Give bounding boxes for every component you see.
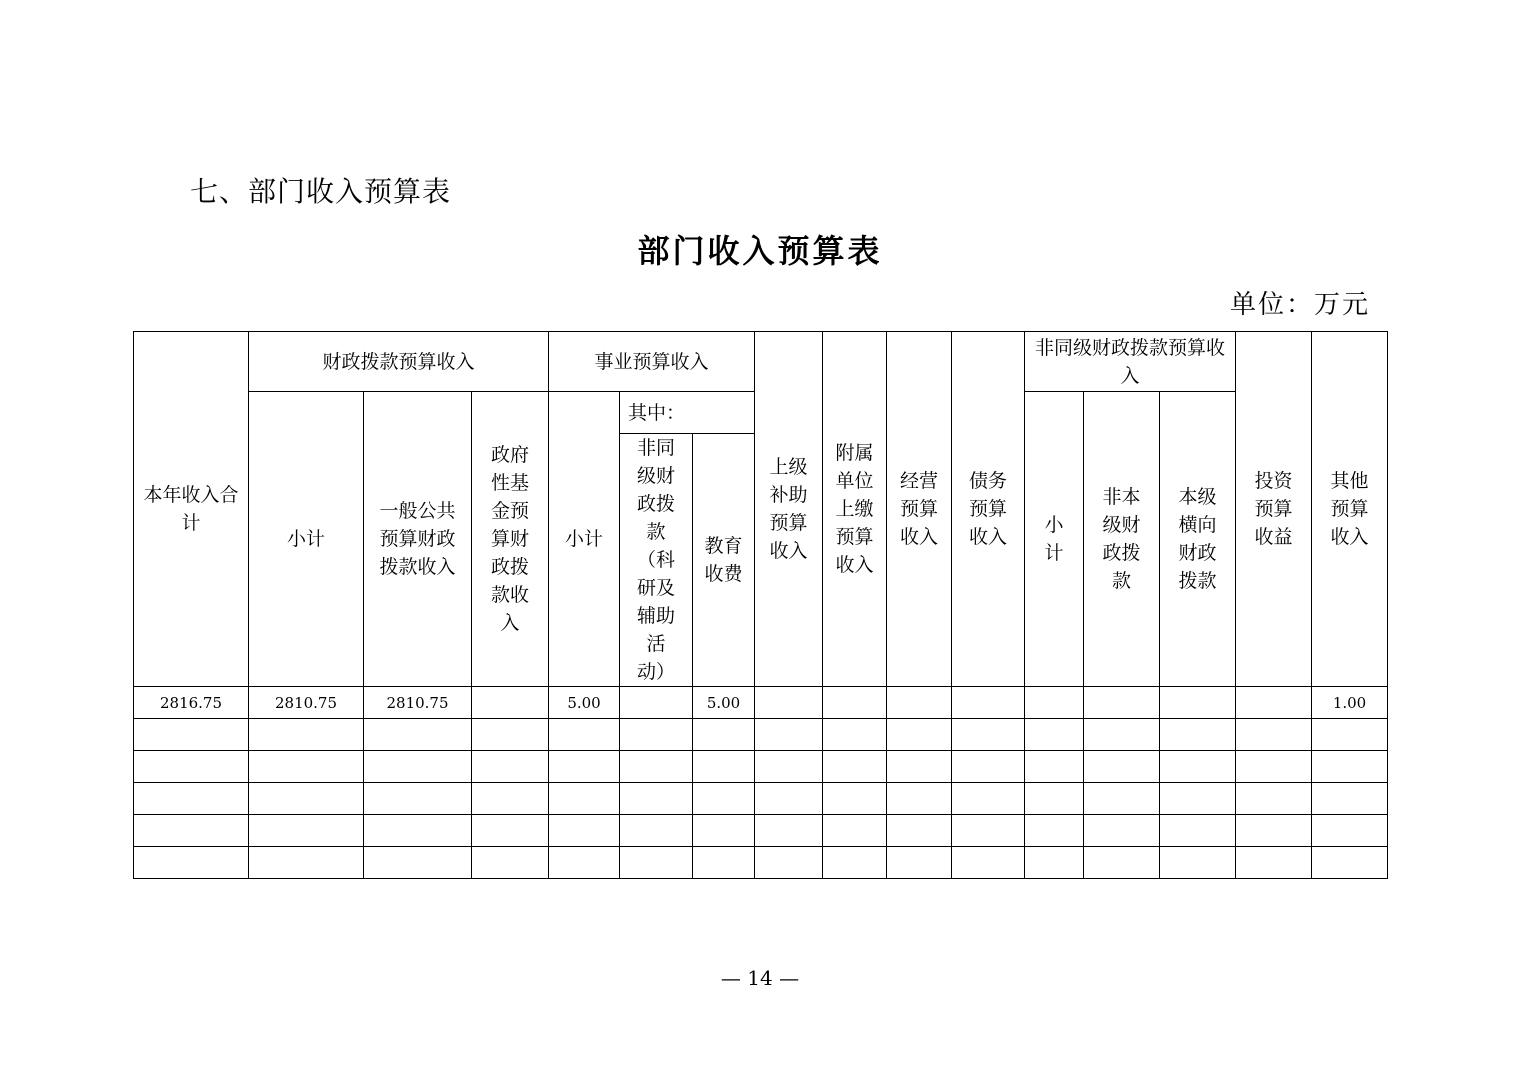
table-cell [1236, 815, 1312, 847]
table-cell [134, 783, 249, 815]
table-cell: 5.00 [693, 687, 755, 719]
table-cell: 5.00 [549, 687, 620, 719]
table-cell [134, 815, 249, 847]
table-cell [1312, 783, 1388, 815]
table-cell [887, 815, 952, 847]
table-cell: 2810.75 [249, 687, 364, 719]
table-cell [620, 847, 693, 879]
table-cell [1236, 719, 1312, 751]
table-cell [472, 719, 549, 751]
table-cell [1236, 847, 1312, 879]
table-row [134, 687, 1388, 719]
table-cell [472, 687, 549, 719]
table-cell [1160, 719, 1236, 751]
table-cell [134, 719, 249, 751]
header-fiscal-group: 财政拨款预算收入 [249, 332, 549, 392]
table-cell [549, 783, 620, 815]
header-nonsame-horizontal: 本级横向财政拨款 [1160, 392, 1236, 687]
table-cell [952, 815, 1025, 847]
header-other: 其他预算收入 [1312, 332, 1388, 687]
table-cell [887, 751, 952, 783]
header-nonsame-subtotal: 小计 [1025, 392, 1084, 687]
table-cell [1312, 815, 1388, 847]
table-cell [1084, 719, 1160, 751]
header-business-of-which: 其中： [620, 392, 755, 434]
table-cell [1236, 687, 1312, 719]
header-superior-subsidy: 上级补助预算收入 [755, 332, 823, 687]
section-title: 七、部门收入预算表 [190, 175, 452, 208]
table-cell [755, 751, 823, 783]
table-cell [1084, 783, 1160, 815]
table-cell [823, 751, 887, 783]
table-cell [134, 847, 249, 879]
table-cell [693, 783, 755, 815]
table-cell [823, 815, 887, 847]
table-cell [620, 815, 693, 847]
table-cell [693, 847, 755, 879]
header-business-group: 事业预算收入 [549, 332, 755, 392]
table-cell [549, 847, 620, 879]
table-row [134, 847, 1388, 879]
header-fiscal-general: 一般公共预算财政拨款收入 [364, 392, 472, 687]
header-affiliated-unit: 附属单位上缴预算收入 [823, 332, 887, 687]
table-cell [549, 719, 620, 751]
table-cell [1084, 847, 1160, 879]
budget-table [133, 331, 1388, 879]
table-cell [755, 719, 823, 751]
table-cell [364, 719, 472, 751]
table-title: 部门收入预算表 [637, 232, 883, 270]
table-cell [1025, 751, 1084, 783]
table-cell [755, 687, 823, 719]
table-cell [1236, 783, 1312, 815]
table-cell [755, 815, 823, 847]
table-row [134, 751, 1388, 783]
table-cell [364, 751, 472, 783]
header-fiscal-subtotal: 小计 [249, 392, 364, 687]
unit-label: 单位：万元 [1230, 290, 1371, 320]
table-cell [1025, 719, 1084, 751]
header-business-tuition: 教育收费 [693, 434, 755, 687]
table-cell [952, 719, 1025, 751]
table-cell [823, 719, 887, 751]
table-cell [472, 815, 549, 847]
header-fiscal-govfund: 政府性基金预算财政拨款收入 [472, 392, 549, 687]
table-cell [755, 847, 823, 879]
table-cell: 1.00 [1312, 687, 1388, 719]
table-cell [1160, 847, 1236, 879]
header-business-subtotal: 小计 [549, 392, 620, 687]
table-cell [472, 751, 549, 783]
table-cell [952, 751, 1025, 783]
table-cell: 2810.75 [364, 687, 472, 719]
table-cell [620, 751, 693, 783]
header-nonsame-other-level: 非本级财政拨款 [1084, 392, 1160, 687]
table-cell [249, 783, 364, 815]
table-cell [249, 847, 364, 879]
table-row [134, 783, 1388, 815]
table-cell [1312, 719, 1388, 751]
table-cell [1084, 687, 1160, 719]
table-cell [823, 847, 887, 879]
table-cell [887, 783, 952, 815]
page-number: — 14 — [720, 966, 800, 990]
table-cell [823, 687, 887, 719]
table-cell [887, 719, 952, 751]
table-cell [549, 815, 620, 847]
table-cell [693, 815, 755, 847]
table-cell [1236, 751, 1312, 783]
table-cell [1312, 847, 1388, 879]
header-operating: 经营预算收入 [887, 332, 952, 687]
table-cell [823, 783, 887, 815]
table-cell [620, 783, 693, 815]
table-cell [1025, 687, 1084, 719]
table-cell [549, 751, 620, 783]
table-cell [364, 815, 472, 847]
table-cell [472, 783, 549, 815]
table-cell [1160, 687, 1236, 719]
table-cell [1084, 815, 1160, 847]
table-cell: 2816.75 [134, 687, 249, 719]
table-cell [755, 783, 823, 815]
table-cell [952, 783, 1025, 815]
table-cell [887, 687, 952, 719]
table-cell [1025, 847, 1084, 879]
table-cell [952, 687, 1025, 719]
table-cell [249, 751, 364, 783]
table-cell [249, 815, 364, 847]
table-cell [620, 719, 693, 751]
table-row [134, 719, 1388, 751]
table-cell [364, 847, 472, 879]
table-cell [1025, 783, 1084, 815]
header-total: 本年收入合计 [134, 332, 249, 687]
table-cell [1160, 783, 1236, 815]
table-cell [249, 719, 364, 751]
table-cell [1160, 815, 1236, 847]
table-body [134, 687, 1388, 879]
table-cell [620, 687, 693, 719]
table-cell [134, 751, 249, 783]
header-business-nonsame: 非同级财政拨款（科研及辅助活动） [620, 434, 693, 687]
header-debt: 债务预算收入 [952, 332, 1025, 687]
table-cell [1025, 815, 1084, 847]
table-cell [952, 847, 1025, 879]
table-cell [1312, 751, 1388, 783]
table-cell [1084, 751, 1160, 783]
table-cell [887, 847, 952, 879]
header-nonsame-group: 非同级财政拨款预算收入 [1025, 332, 1236, 392]
table-cell [364, 783, 472, 815]
header-investment: 投资预算收益 [1236, 332, 1312, 687]
table-cell [693, 751, 755, 783]
table-cell [1160, 751, 1236, 783]
table-row [134, 815, 1388, 847]
table-cell [472, 847, 549, 879]
table-cell [693, 719, 755, 751]
